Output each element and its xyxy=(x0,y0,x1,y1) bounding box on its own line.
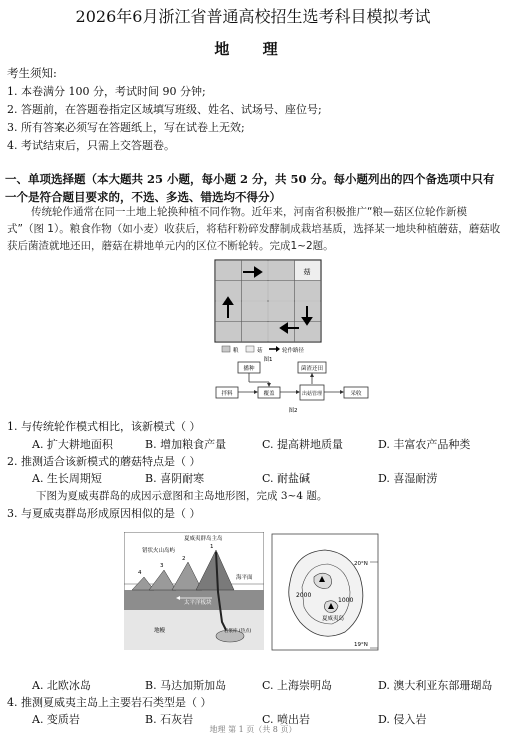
figure-2-process-flow xyxy=(213,360,373,416)
label-sea-level: 海平面 xyxy=(236,575,253,581)
label-mantle: 地幔 xyxy=(154,628,166,634)
island-number: 4 xyxy=(138,570,142,576)
box-cover: 覆盖 xyxy=(263,391,275,397)
box-return: 菌渣还田 xyxy=(300,366,324,372)
box-sowing: 播种 xyxy=(243,366,255,372)
lat-19n: 19°N xyxy=(354,642,368,648)
q4-option-d: D. 侵入岩 xyxy=(378,713,427,726)
q4-option-b: B. 石灰岩 xyxy=(145,713,194,726)
q3-option-b: B. 马达加斯加岛 xyxy=(145,679,227,692)
notice-item: 2. 答题前，在答题卷指定区域填写班级、姓名、试场号、座位号; xyxy=(7,103,322,116)
q3-option-c: C. 上海崇明岛 xyxy=(262,679,333,692)
q4-option-c: C. 喷出岩 xyxy=(262,713,311,726)
question-2-stem: 2. 推测适合该新模式的蘑菇特点是（ ） xyxy=(7,455,201,468)
figure-3-formation-diagram xyxy=(124,532,264,650)
section-heading: 一、单项选择题（本大题共 25 小题，每小题 2 分，共 50 分。每小题列出的四个备选项中只有一个是符合题目要求的，不选、多选、错选均不得分） xyxy=(5,172,495,204)
figure-1-caption: 图1 xyxy=(263,357,273,362)
mushroom-cell-label: 菇 xyxy=(303,268,311,276)
q3-option-d: D. 澳大利亚东部珊瑚岛 xyxy=(378,679,493,692)
q1-option-c: C. 提高耕地质量 xyxy=(262,438,344,451)
question-4-stem: 4. 推测夏威夷主岛上主要岩石类型是（ ） xyxy=(7,696,212,709)
label-magma-chamber: 岩浆库 (热点) xyxy=(224,629,252,634)
island-number: 1 xyxy=(210,544,214,550)
figure-4-contour-map xyxy=(270,532,380,652)
figure-2-caption: 图2 xyxy=(288,408,298,414)
q2-option-d: D. 喜湿耐涝 xyxy=(378,472,438,485)
page-footer: 地理 第 1 页（共 8 页） xyxy=(209,725,297,734)
contour-2000: 2000 xyxy=(296,592,312,599)
passage-intro: 传统轮作通常在同一土地上轮换种植不同作物。近年来，河南省积极推广“粮—菇区位轮作新模式”（图 1）。粮食作物（如小麦）收获后，将秸秆粉碎发酵制成栽培基质，选择某一地块种植蘑菇，蘑菇收获后菌渣就地还田，蘑菇在耕地单元内的区位不断轮转。完成1~2题。 xyxy=(7,206,501,252)
q2-option-b: B. 喜阴耐寒 xyxy=(145,472,205,485)
notice-item: 1. 本卷满分 100 分，考试时间 90 分钟; xyxy=(7,85,206,98)
label-pacific-plate: 太平洋板块 xyxy=(184,600,212,606)
contour-1000: 1000 xyxy=(338,597,354,604)
notice-item: 4. 考试结束后，只需上交答题卷。 xyxy=(7,139,175,152)
question-3-stem: 3. 与夏威夷群岛形成原因相似的是（ ） xyxy=(7,507,201,520)
q2-option-c: C. 耐盐碱 xyxy=(262,472,311,485)
box-mixing: 拌料 xyxy=(221,391,233,397)
label-volcanic-islands: 错状火山岛屿 xyxy=(142,548,176,554)
legend-mushroom: 菇 xyxy=(257,348,263,354)
notice-item: 3. 所有答案必须写在答题纸上，写在试卷上无效; xyxy=(7,121,245,134)
arrow-icon xyxy=(276,346,280,352)
box-harvest: 采收 xyxy=(350,391,362,397)
legend-path: 轮作路径 xyxy=(282,348,305,354)
exam-title: 2026年6月浙江省普通高校招生选考科目模拟考试 xyxy=(75,7,431,26)
question-1-stem: 1. 与传统轮作模式相比，该新模式（ ） xyxy=(7,420,201,433)
island-name: 夏威夷岛 xyxy=(322,616,345,622)
notice-heading: 考生须知: xyxy=(7,66,57,80)
figure-1-rotation-grid xyxy=(213,258,325,362)
island-number: 3 xyxy=(160,563,164,569)
q1-option-b: B. 增加粮食产量 xyxy=(145,438,227,451)
island-number: 2 xyxy=(182,556,186,562)
q4-option-a: A. 变质岩 xyxy=(32,713,80,726)
q3-intro: 下图为夏威夷群岛的成因示意图和主岛地形图，完成 3~4 题。 xyxy=(36,490,328,502)
q1-option-a: A. 扩大耕地面积 xyxy=(32,438,113,451)
box-management: 出菇管理 xyxy=(301,391,323,397)
q2-option-a: A. 生长周期短 xyxy=(32,472,102,485)
q3-option-a: A. 北欧冰岛 xyxy=(32,679,91,692)
lat-20n: 20°N xyxy=(354,561,368,567)
subject-title: 地 理 xyxy=(214,40,292,58)
label-main-island: 夏威夷群岛主岛 xyxy=(184,536,223,542)
q1-option-d: D. 丰富农产品种类 xyxy=(378,438,471,451)
legend-grain: 粮 xyxy=(233,348,239,354)
